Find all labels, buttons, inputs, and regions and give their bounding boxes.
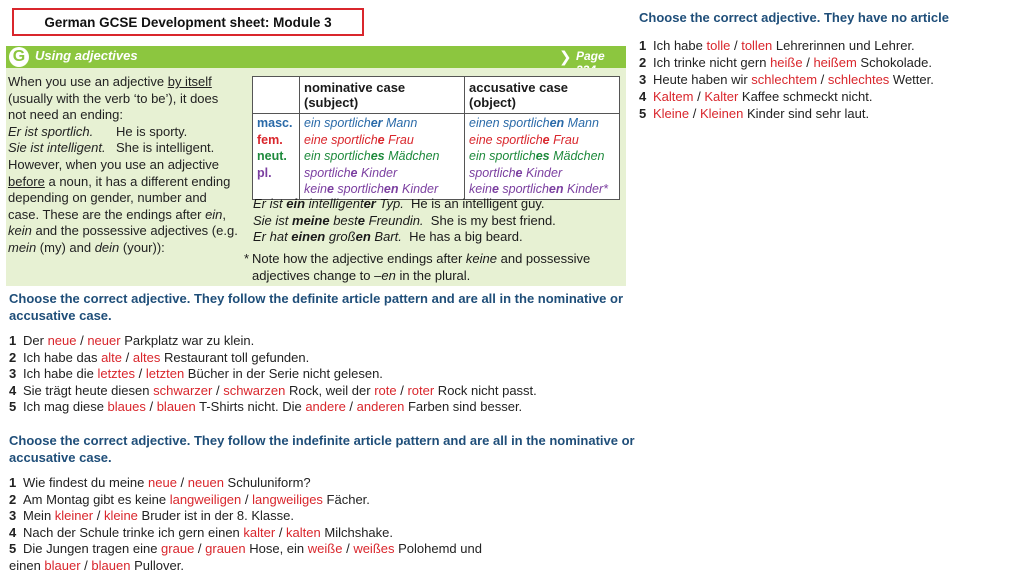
choice-option[interactable]: anderen: [356, 399, 405, 414]
choice-option[interactable]: neue: [148, 475, 177, 490]
sheet-title: German GCSE Development sheet: Module 3: [12, 8, 364, 36]
table-header-row: [253, 77, 620, 114]
choice-option[interactable]: tollen: [741, 38, 773, 53]
exercise-item: 4 Kaltem / Kalter Kaffee schmeckt nicht.: [639, 89, 873, 104]
choice-option[interactable]: tolle: [706, 38, 731, 53]
choice-option[interactable]: Kleine: [653, 106, 690, 121]
gender-labels: masc. fem. neut. pl.: [253, 114, 300, 200]
banner-title: Using adjectives: [35, 48, 138, 63]
choice-option[interactable]: schlechtem: [751, 72, 818, 87]
choice-option[interactable]: schwarzen: [223, 382, 286, 398]
exercise-item: 1 Der neue / neuer Parkplatz war zu klein.: [9, 333, 255, 348]
grammar-g-icon: G: [9, 47, 29, 67]
choice-option[interactable]: rote: [374, 382, 397, 398]
choice-option[interactable]: kalter: [243, 524, 276, 540]
plural-note: * Note how the adjective endings after keine and possessive adjectives change to –en in the plural.: [244, 251, 591, 283]
exercise-item: 1 Wie findest du meine neue / neuen Schuluniform?: [9, 475, 311, 490]
choice-option[interactable]: kalten: [286, 524, 321, 540]
table-row: [253, 114, 620, 200]
choice-option[interactable]: weißes: [353, 541, 395, 556]
choice-option[interactable]: letzten: [145, 366, 185, 381]
no-article-exercise-list: [639, 37, 934, 122]
exercise-heading: Choose the correct adjective. They follow the indefinite article pattern and are all in the nominative or accusative case.: [9, 433, 635, 465]
choice-option[interactable]: heiße: [770, 55, 803, 70]
choice-option[interactable]: neue: [47, 333, 77, 348]
choice-option[interactable]: Kaltem: [653, 89, 694, 104]
nominative-column: ein sportlicher Mann eine sportliche Frau ein sportliches Mädchen sportliche Kinder keine sportlichen Kinder: [300, 114, 465, 200]
explanation-text: [8, 74, 238, 257]
table-header: [253, 77, 300, 114]
choice-option[interactable]: schlechtes: [827, 72, 890, 87]
exercise-item: 4 Sie trägt heute diesen schwarzer / schwarzen Rock, weil der rote / roter Rock nicht passt.: [9, 382, 537, 398]
choice-option[interactable]: heißem: [813, 55, 857, 70]
table-header: accusative case (object): [465, 77, 620, 114]
choice-option[interactable]: alte: [101, 349, 123, 365]
choice-option[interactable]: kleine: [103, 508, 138, 523]
exercise-item: 5 Die Jungen tragen eine graue / grauen Hose, ein weiße / weißes Polohemd und: [9, 541, 482, 556]
page-reference: Page: [576, 49, 605, 63]
example-row: Sie ist intelligent. She is intelligent.: [8, 140, 215, 156]
choice-option[interactable]: andere: [305, 399, 346, 414]
choice-option[interactable]: altes: [132, 349, 161, 365]
choice-option[interactable]: letztes: [97, 366, 136, 381]
indefinite-article-exercise: [9, 433, 644, 574]
choice-option[interactable]: grauen: [205, 541, 246, 556]
choice-option[interactable]: kleiner: [54, 508, 94, 523]
definite-article-exercise: [9, 291, 639, 416]
choice-option[interactable]: langweiliges: [252, 491, 323, 507]
exercise-item: 5 Kleine / Kleinen Kinder sind sehr laut.: [639, 106, 870, 121]
exercise-heading: Choose the correct adjective. They have no article: [639, 10, 949, 25]
choice-option[interactable]: blauen: [156, 399, 196, 414]
grammar-panel: [6, 68, 626, 286]
choice-option[interactable]: schwarzer: [153, 382, 213, 398]
exercise-item: 2 Ich trinke nicht gern heiße / heißem Schokolade.: [639, 55, 932, 70]
example-row: Er ist sportlich. He is sporty.: [8, 123, 188, 139]
exercise-item: 2 Am Montag gibt es keine langweiligen / langweiliges Fächer.: [9, 491, 370, 507]
choice-option[interactable]: Kalter: [704, 89, 739, 104]
choice-option[interactable]: neuen: [187, 475, 224, 490]
exercise-item: 4 Nach der Schule trinke ich gern einen kalter / kalten Milchshake.: [9, 524, 393, 540]
choice-option[interactable]: roter: [407, 382, 435, 398]
exercise-item: 3 Mein kleiner / kleine Bruder ist in der 8. Klasse.: [9, 508, 294, 523]
example-sentence: Er hat einen großen Bart. He has a big beard.: [253, 229, 523, 244]
choice-option[interactable]: langweiligen: [169, 491, 242, 507]
choice-option[interactable]: blauer: [44, 557, 81, 573]
exercise-item: 1 Ich habe tolle / tollen Lehrerinnen und Lehrer.: [639, 38, 915, 53]
example-sentence: Sie ist meine beste Freundin. She is my best friend.: [253, 212, 556, 228]
choice-option[interactable]: neuer: [87, 333, 121, 348]
accusative-column: einen sportlichen Mann eine sportliche Frau ein sportliches Mädchen sportliche Kinder keine sportlichen Kinder*: [465, 114, 620, 200]
exercise-heading: Choose the correct adjective. They follow the definite article pattern and are all in the nominative or accusative case.: [9, 291, 624, 323]
choice-option[interactable]: graue: [161, 541, 195, 556]
exercise-item: 2 Ich habe das alte / altes Restaurant toll gefunden.: [9, 349, 310, 365]
exercise-item-continued: einen blauer / blauen Pullover.: [9, 557, 184, 573]
choice-option[interactable]: weiße: [307, 541, 343, 556]
exercise-item: 3 Heute haben wir schlechtem / schlechtes Wetter.: [639, 72, 934, 87]
explanation-paragraph-2: However, when you use an adjective before a noun, it has a different ending depending on gender, number and case. These are the endings after ein, kein and the possessive adjectives (e.g. mein (my) and dein (your)):: [8, 156, 238, 255]
choice-option[interactable]: Kleinen: [699, 106, 744, 121]
table-header: nominative case (subject): [300, 77, 465, 114]
exercise-item: 3 Ich habe die letztes / letzten Bücher in der Serie nicht gelesen.: [9, 366, 383, 381]
topic-banner: [6, 46, 626, 68]
chevron-right-icon: ❯: [559, 49, 572, 66]
example-sentences: [253, 196, 556, 246]
explanation-paragraph-1: When you use an adjective by itself (usually with the verb ‘to be’), it does not need an ending:: [8, 74, 219, 123]
example-sentence: Er ist ein intelligenter Typ. He is an intelligent guy.: [253, 196, 545, 211]
choice-option[interactable]: blauen: [91, 557, 131, 573]
choice-option[interactable]: blaues: [107, 399, 146, 414]
exercise-list: [9, 333, 639, 416]
adjective-endings-table: [252, 76, 620, 200]
exercise-item: 5 Ich mag diese blaues / blauen T-Shirts nicht. Die andere / anderen Farben sind besser.: [9, 399, 523, 414]
exercise-list: [9, 475, 644, 574]
